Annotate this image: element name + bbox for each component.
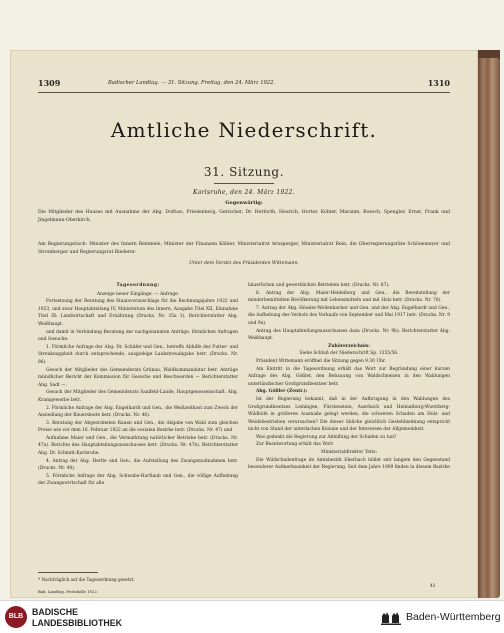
opening-line: Präsident Wittemann eröffnet die Sitzung gegen 9.30 Uhr. <box>256 358 386 364</box>
body-paragraph: Die Wildschadenfrage im Amtsbezirk Eberbach bildet seit langem den Gegenstand besonderer Aufmerksamkeit der Regierung. Seit dem Jahre 1909 finden in diesem Bezirke <box>248 457 450 471</box>
library-name[interactable] <box>32 607 122 628</box>
speaker-line: Ministerialdirektor Teitz: <box>321 450 377 456</box>
agenda-item: Gesuch der Mitglieder des Gemeinderats Grünau, Waldkommandatur betr. Anträge mündlicher Bericht der Kommission für Gesuche und Beschwerden — Berichterstatter Abg. Sadt —. <box>38 367 238 388</box>
footnote-rule <box>38 572 98 573</box>
agenda-item: 2. Förmliche Anfrage der Abg. Engelhardt und Gen., die Weißzeitkost zum Zweck der Ansiedlung der Bauersleute betr. (Drucks. Nr. 46). <box>38 405 238 419</box>
library-name-line2: LANDESBIBLIOTHEK <box>32 617 122 628</box>
agenda-item: 3. Beratung der Abgeordneten Rauen und Gen., die Abgabe von Wald zum gleichen Preise wie vor dem 16. Februar 1922 an die sozialen Bezirke betr. (Drucks. Nr. 47) und <box>38 420 238 434</box>
book-binding <box>478 58 500 598</box>
footnote-text: Nachträglich auf die Tagesordnung gesetzt. <box>41 577 135 582</box>
session-heading: 31. Sitzung. <box>203 165 285 179</box>
speaker-line: Abg. Gößler (Zentr.): <box>256 389 308 395</box>
agenda-line: und damit in Verbindung Beratung der nachgenannten Anträge, förmlichen Anfragen und Gesuche: <box>38 329 238 343</box>
present-heading: Gegenwärtig: <box>225 200 263 206</box>
footer-bar <box>0 600 504 633</box>
agenda-item: Antrag des Hauptabteilungsausschusses dazu (Drucks. Nr. 9b). Berichterstatter Abg. Weißhaupt. <box>248 328 450 342</box>
blb-logo[interactable]: BLB <box>5 606 27 628</box>
agenda-item: bäuerlichen und gewerblichen Betrieben betr. (Drucks. Nr. 87). <box>248 283 390 288</box>
body-paragraph: Am Eintritt in die Tagesordnung erhält das Wort zur Begründung einer kurzen Anfrage des Abg. Gößler, den Bebauung von Waldschneisen in den Waldungen unterländischer Großgrundbesitzer betr. <box>248 366 450 387</box>
listener-heading: Zuhörerzeichnis: <box>328 343 370 349</box>
body-paragraph: Ist der Regierung bekannt, daß in der Aufbrugung in den Waldungen des Großgrundbesitzes Leiningen, Fürstenstein, Auerbach und Heimatburg-Wurstberg-Wildhöfe in größeren Ausmaße gelegt werden, die schweren Schaden am Holz- und Weidebestrieben verursachen? Die dieser übliche gleichlich Gestehhiednung entspricht nicht von Stand der unterlachen Kolonie und der Interessen der Allgemeinheit. <box>248 396 450 433</box>
government-paragraph: Am Regierungstisch: Minister des Innern Remmele, Minister der Finanzen Köhler, Ministerialrat Arnsperger, Ministerialrat Rein, die Oberregierungsräte Schönemeyer und Stromberger und Regierungsrat Biederer. <box>38 242 450 256</box>
agenda-item: 6. Antrag der Abg. Maier-Heidelberg und Gen., die Bereitstellung der minderbemittelten Bevölkerung mit Lebensmitteln und mit Holz betr. (Drucks. Nr. 70). <box>248 290 450 304</box>
agenda-item: Aufnahme Maier und Gen., die Vermarktung natürlicher Betriebe betr. (Drucks. Nr. 47a). Berichte des Hauptabteilungsausschusses betr. (Drucks. Nr. 47b). Berichterstatter Abg. Dr. Schmitt-Karlsruhe. <box>38 435 238 457</box>
agenda-item: Gesuch der Mitglieder des Gemeinderats Saalfeld-Lande, Hauptgenossenschaft. Abg. Kramgewerbe betr. <box>38 390 238 403</box>
agenda-line: Anzeige neuer Eingänge. — Anfrage. <box>96 291 180 297</box>
body-paragraph: Was gedenkt die Regierung zur Abhilfung der Schaden zu tun? <box>256 434 397 440</box>
page-number-left: 1309 <box>38 78 61 88</box>
page-number-right: 1310 <box>427 78 450 88</box>
agenda-item: 4. Antrag der Abg. Hertle und Gen., die Aufstellung des Zwangsmaßnahmen betr. (Drucks. Nr. 48). <box>38 458 238 472</box>
listener-ref: Siehe Schluß der Niederschrift Sp. 1355/56. <box>299 351 399 357</box>
agenda-line: Fortsetzung der Beratung des Staatsvoranschlags für die Rechnungsjahre 1922 und 1923, und zwar Hauptabteilung IV, Ministerium des Innern, Ausgabe Titel XII, Einnahme Titel IX: Landwirtschaft und Ernährung (Drucks. Nr. 35a 1). Berichterstatter Abg. Weißhaupt. <box>38 299 238 327</box>
footnote: * Nachträglich auf die Tagesordnung gesetzt. <box>38 577 135 582</box>
session-rule <box>214 183 274 184</box>
body-paragraph: Zur Beantwortung erhält das Wort <box>256 442 334 448</box>
document-page <box>10 50 478 598</box>
present-paragraph: Die Mitglieder des Hauses mit Ausnahme der Abg. Dolfuss, Friedenberg, Gerischer, Dr. Herforth, Heurich, Horter, Köhler, Maranm, Roesch, Spengler, Ernst, Frank und Jingelmann-Oberkirch. <box>38 210 450 224</box>
print-signature: Bad. Landtag. Protokolle 1922. <box>38 589 98 594</box>
library-name-line1: BADISCHE <box>32 607 78 617</box>
running-header <box>38 78 450 90</box>
date-line: Karlsruhe, den 24. März 1922. <box>192 189 296 196</box>
agenda-item: 1. Förmliche Anfrage der Abg. Dr. Schäfer und Gen., betreffs Abhilfe der Futter- und Streuknappheit durch entsprechende, ausgiebige Laubstreuabgabe betr. (Drucks. Nr. 86). <box>38 344 238 365</box>
chair-line: Unter dem Vorsitz des Präsidenten Wittemann. <box>189 261 299 266</box>
baden-wuerttemberg-label[interactable]: Baden-Württemberg <box>406 611 501 623</box>
agenda-item: 7. Antrag der Abg. Hössler-Wollenbacher und Gen. und der Abg. Engelhardt und Gen., die Aufhebung des Verbots des Verkaufs von September und Mai 1917 betr. (Drucks. Nr. 9 und 9a). <box>248 305 450 326</box>
running-header-text: Badischer Landtag. — 31. Sitzung. Freitag, den 24. März 1922. <box>108 80 276 86</box>
baden-wuerttemberg-lions-icon[interactable] <box>380 608 402 626</box>
signature-mark: 43 <box>430 583 436 588</box>
agenda-heading: Tagesordnung: <box>116 283 160 288</box>
header-rule <box>38 92 450 93</box>
right-column <box>248 282 450 472</box>
agenda-item: 5. Förmliche Anfrage der Abg. Schwabe-Hartlaub und Gen., die völlige Aufhebung der Zwangswirtschaft für alle <box>38 473 238 487</box>
document-title: Amtliche Niederschrift. <box>110 118 378 142</box>
left-column <box>38 282 238 488</box>
